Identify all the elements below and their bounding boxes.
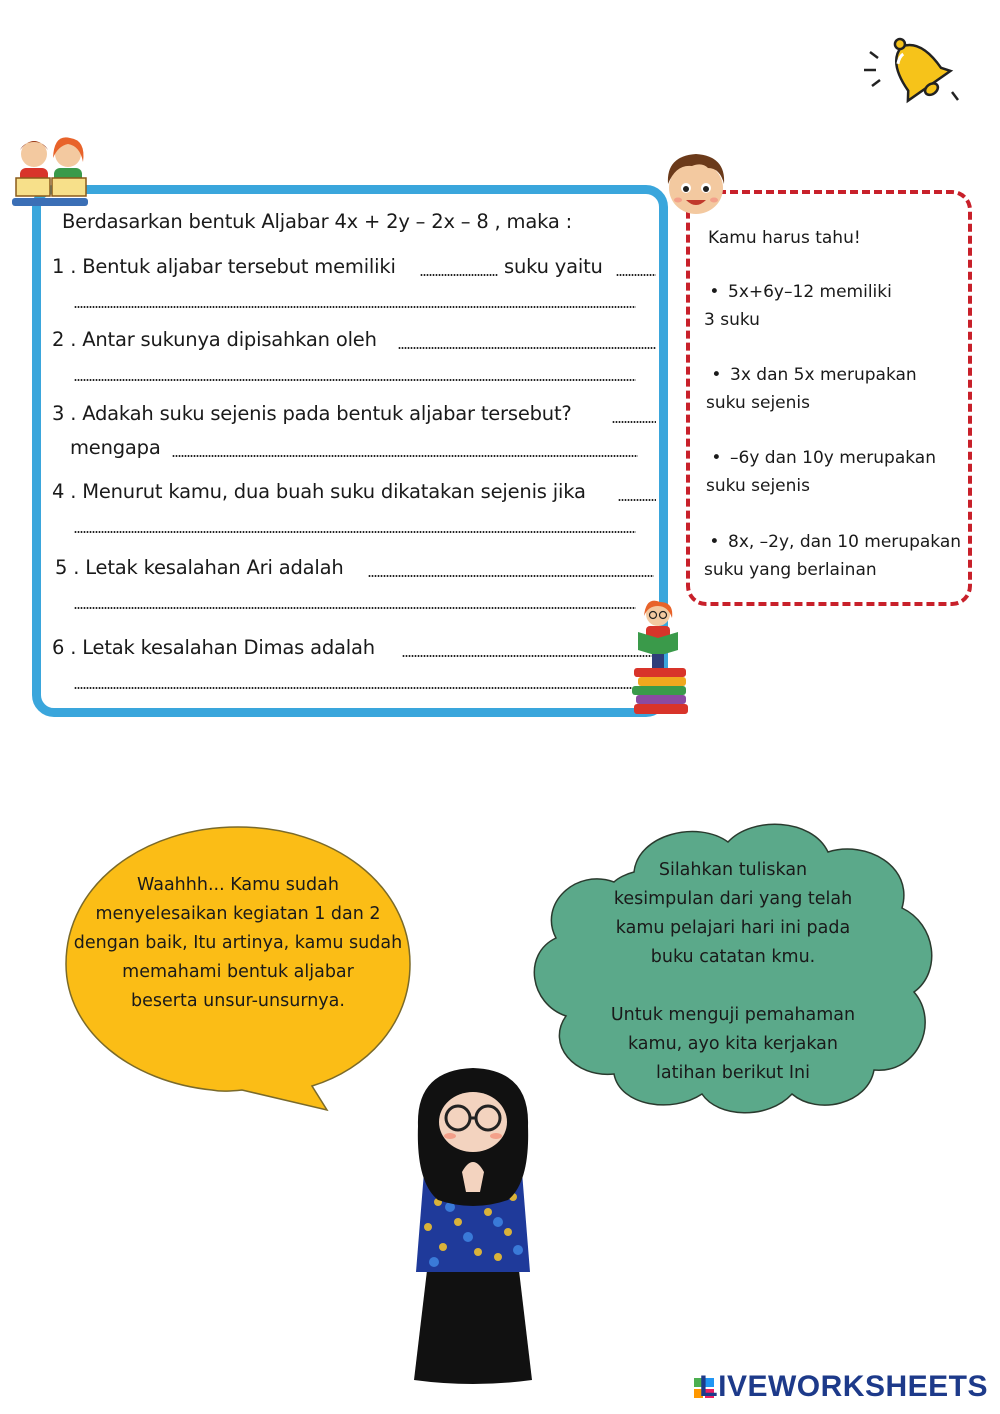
answer-field-2b[interactable]: [74, 379, 636, 381]
yellow-bubble-line-2: menyelesaikan kegiatan 1 dan 2: [95, 904, 381, 924]
answer-field-5a[interactable]: [368, 575, 654, 577]
bullet-icon: •: [706, 448, 722, 468]
answer-field-6b[interactable]: [74, 687, 636, 689]
info-item-1-line1: 5x+6y–12 memiliki: [728, 282, 892, 302]
question-5: 5 . Letak kesalahan Ari adalah: [55, 556, 344, 579]
question-2: 2 . Antar sukunya dipisahkan oleh: [52, 328, 377, 351]
answer-field-4b[interactable]: [74, 531, 636, 533]
info-item-3: [706, 444, 936, 500]
green-cloud-line-8: latihan berikut Ini: [656, 1063, 810, 1083]
green-cloud-line-1: Silahkan tuliskan: [658, 860, 808, 880]
answer-field-1b[interactable]: [616, 274, 656, 276]
info-item-2-line1: 3x dan 5x merupakan: [730, 365, 917, 385]
answer-field-2a[interactable]: [398, 347, 656, 349]
yellow-bubble-text: [62, 871, 414, 1016]
green-cloud-line-2: kesimpulan dari yang telah: [613, 889, 853, 909]
info-item-3-line2: suku sejenis: [706, 476, 810, 496]
boy-face-illustration: [662, 148, 730, 218]
info-item-2: [706, 361, 917, 417]
yellow-bubble-line-1: Waahhh... Kamu sudah: [137, 875, 339, 895]
info-title: Kamu harus tahu!: [708, 228, 861, 248]
girl-reading-books-illustration: [628, 598, 692, 720]
info-item-2-line2: suku sejenis: [706, 393, 810, 413]
kids-reading-illustration: [8, 128, 94, 212]
question-6: 6 . Letak kesalahan Dimas adalah: [52, 636, 375, 659]
green-cloud-spacer: [548, 972, 918, 1001]
green-cloud-text: [548, 856, 918, 1088]
answer-field-3a[interactable]: [612, 421, 656, 423]
info-item-4-line1: 8x, –2y, dan 10 merupakan: [728, 532, 962, 552]
worksheet-intro: Berdasarkan bentuk Aljabar 4x + 2y – 2x – 8 , maka :: [62, 210, 572, 233]
bullet-icon: •: [704, 282, 720, 302]
info-item-1: [704, 278, 892, 334]
green-cloud-line-3: kamu pelajari hari ini pada: [615, 918, 851, 938]
info-item-4-line2: suku yang berlainan: [704, 560, 877, 580]
yellow-bubble-line-5: beserta unsur-unsurnya.: [131, 991, 345, 1011]
bullet-icon: •: [706, 365, 722, 385]
yellow-bubble-line-4: memahami bentuk aljabar: [122, 962, 354, 982]
green-cloud-line-4: buku catatan kmu.: [650, 947, 816, 967]
question-1: 1 . Bentuk aljabar tersebut memiliki: [52, 255, 396, 278]
question-3: 3 . Adakah suku sejenis pada bentuk aljabar tersebut?: [52, 402, 572, 425]
answer-field-5b[interactable]: [74, 607, 636, 609]
answer-field-4a[interactable]: [618, 499, 656, 501]
bell-icon: [856, 22, 966, 110]
yellow-bubble-line-3: dengan baik, Itu artinya, kamu sudah: [73, 933, 403, 953]
answer-field-1c[interactable]: [74, 306, 636, 308]
bullet-icon: •: [704, 532, 720, 552]
info-item-1-line2: 3 suku: [704, 310, 760, 330]
question-4: 4 . Menurut kamu, dua buah suku dikatakan sejenis jika: [52, 480, 586, 503]
answer-field-1a[interactable]: [420, 274, 498, 276]
green-cloud-line-6: Untuk menguji pemahaman: [610, 1005, 856, 1025]
info-item-4: [704, 528, 961, 584]
info-item-3-line1: –6y dan 10y merupakan: [730, 448, 936, 468]
answer-field-6a[interactable]: [402, 655, 654, 657]
answer-field-3b[interactable]: [172, 455, 638, 457]
teacher-illustration: [398, 1062, 548, 1387]
question-1-suffix: suku yaitu: [504, 255, 603, 278]
liveworksheets-watermark[interactable]: LIVEWORKSHEETS: [699, 1370, 988, 1403]
green-cloud-line-7: kamu, ayo kita kerjakan: [627, 1034, 838, 1054]
question-3-why: mengapa: [70, 436, 161, 459]
